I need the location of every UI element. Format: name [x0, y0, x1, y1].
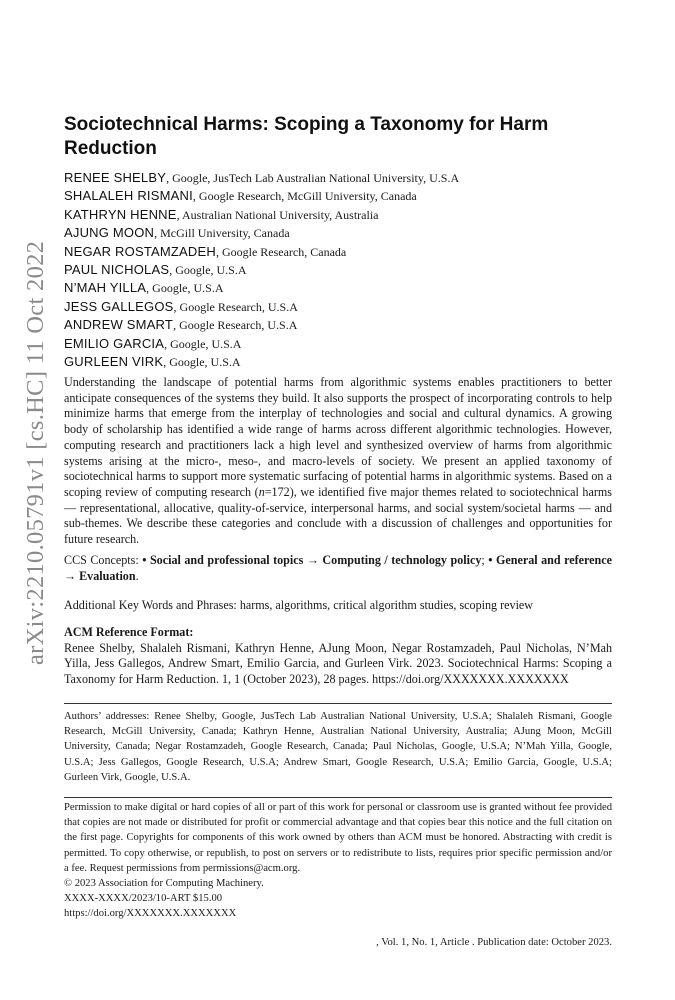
divider	[64, 703, 612, 704]
author-entry: RENEE SHELBY, Google, JusTech Lab Australian National University, U.S.A	[64, 170, 460, 185]
author-affiliation: Australian National University, Australia	[181, 207, 379, 222]
doi-line: https://doi.org/XXXXXXX.XXXXXXX	[64, 908, 237, 920]
page-footer: , Vol. 1, No. 1, Article . Publication date: October 2023.	[376, 937, 612, 948]
ccs-concepts: CCS Concepts: • Social and professional topics → Computing / technology policy; • General and reference → Evaluation.	[64, 553, 612, 583]
acm-reference	[64, 625, 612, 688]
author-entry: GURLEEN VIRK, Google, U.S.A	[64, 353, 241, 369]
issn-line: XXXX-XXXX/2023/10-ART $15.00	[64, 893, 223, 905]
author-affiliation: Google, U.S.A	[170, 336, 242, 351]
keywords: Additional Key Words and Phrases: harms, algorithms, critical algorithm studies, scoping review	[64, 598, 534, 612]
author-name: PAUL NICHOLAS	[64, 261, 170, 277]
author-affiliation: Google Research, McGill University, Canada	[198, 189, 417, 204]
author-name: AJUNG MOON	[64, 225, 155, 241]
arxiv-stamp: arXiv:2210.05791v1 [cs.HC] 11 Oct 2022	[22, 240, 49, 665]
abstract: Understanding the landscape of potential harms from algorithmic systems enables practitioners to better anticipate consequences of the systems they build. It also supports the prospect of incorporating controls to help minimize harms that emerge from the interplay of technologies and social and cultural dynamics. A growing body of scholarship has identified a wide range of harms across different algorithmic technologies. However, computing research and practitioners lack a high level and synthesized overview of harms from algorithmic systems arising at the micro-, meso-, and macro-levels of society. We present an applied taxonomy of sociotechnical harms to support more systematic surfacing of potential harms in algorithmic systems. Based on a scoping review of computing research (n=172), we identified five major themes related to sociotechnical harms — representational, allocative, quality-of-service, interpersonal harms, and social system/societal harms — and sub-themes. We describe these categories and conclude with a discussion of challenges and opportunities for future research.	[64, 375, 612, 547]
copyright-line: © 2023 Association for Computing Machinery.	[64, 878, 264, 890]
authors-addresses: Authors’ addresses: Renee Shelby, Google, JusTech Lab Australian National University, U.S.A; Shalaleh Rismani, Google Research, McGill University, Canada; Kathryn Henne, Australian National University, Australia; AJung Moon, McGill University, Canada; Negar Rostamzadeh, Google Research, Canada; Paul Nicholas, Google, U.S.A; N’Mah Yilla, Google, U.S.A; Jess Gallegos, Google Research, U.S.A; Andrew Smart, Google Research, U.S.A; Emilio Garcia, Google, U.S.A; Gurleen Virk, Google, U.S.A.	[64, 711, 612, 783]
author-affiliation: Google, U.S.A	[152, 281, 224, 296]
author-name: GURLEEN VIRK	[64, 353, 164, 369]
ccs-concept: General and reference → Evaluation	[64, 553, 612, 583]
author-entry: SHALALEH RISMANI, Google Research, McGill University, Canada	[64, 188, 417, 204]
acm-reference-heading: ACM Reference Format:	[64, 625, 194, 639]
divider	[64, 797, 612, 798]
paper-title: Sociotechnical Harms: Scoping a Taxonomy for Harm Reduction	[64, 114, 549, 159]
author-entry: NEGAR ROSTAMZADEH, Google Research, Canada	[64, 243, 347, 259]
author-affiliation: Google, JusTech Lab Australian National University, U.S.A	[172, 171, 460, 185]
permission-notice: Permission to make digital or hard copies of all or part of this work for personal or classroom use is granted without fee provided that copies are not made or distributed for profit or commercial advantage and that copies bear this notice and the full citation on the first page. Copyrights for components of this work owned by others than ACM must be honored. Abstracting with credit is permitted. To copy otherwise, or republish, to post on servers or to redistribute to lists, requires prior specific permission and/or a fee. Request permissions from permissions@acm.org.	[64, 802, 612, 874]
author-entry: PAUL NICHOLAS, Google, U.S.A	[64, 261, 247, 277]
author-entry: AJUNG MOON, McGill University, Canada	[64, 225, 290, 241]
author-affiliation: McGill University, Canada	[160, 226, 290, 241]
author-entry: JESS GALLEGOS, Google Research, U.S.A	[64, 298, 298, 314]
permission-block	[64, 800, 612, 922]
author-affiliation: Google, U.S.A	[175, 262, 247, 277]
author-affiliation: Google Research, U.S.A	[179, 299, 298, 314]
ccs-concept: Social and professional topics → Computing / technology policy	[149, 553, 482, 567]
author-entry: N’MAH YILLA, Google, U.S.A	[64, 280, 224, 296]
author-affiliation: Google, U.S.A	[169, 354, 241, 369]
author-name: SHALALEH RISMANI	[64, 188, 193, 204]
author-name: NEGAR ROSTAMZADEH	[64, 243, 216, 259]
author-entry: ANDREW SMART, Google Research, U.S.A	[64, 317, 298, 333]
author-name: EMILIO GARCIA	[64, 335, 165, 351]
author-name: KATHRYN HENNE	[64, 206, 177, 222]
author-affiliation: Google Research, Canada	[221, 244, 347, 259]
author-name: JESS GALLEGOS	[64, 298, 174, 314]
author-list	[64, 169, 624, 371]
author-entry: EMILIO GARCIA, Google, U.S.A	[64, 335, 242, 351]
author-name: RENEE SHELBY	[64, 170, 167, 185]
author-name: N’MAH YILLA	[64, 280, 147, 296]
author-affiliation: Google Research, U.S.A	[179, 318, 298, 333]
acm-reference-text: Renee Shelby, Shalaleh Rismani, Kathryn Henne, AJung Moon, Negar Rostamzadeh, Paul Nicholas, N’Mah Yilla, Jess Gallegos, Andrew Smart, Emilio Garcia, and Gurleen Virk. 2023. Sociotechnical Harms: Scoping a Taxonomy for Harm Reduction. 1, 1 (October 2023), 28 pages. https://doi.org/XXXXXXX.XXXXXXX	[64, 640, 612, 687]
author-name: ANDREW SMART	[64, 317, 174, 333]
author-entry: KATHRYN HENNE, Australian National University, Australia	[64, 206, 379, 222]
